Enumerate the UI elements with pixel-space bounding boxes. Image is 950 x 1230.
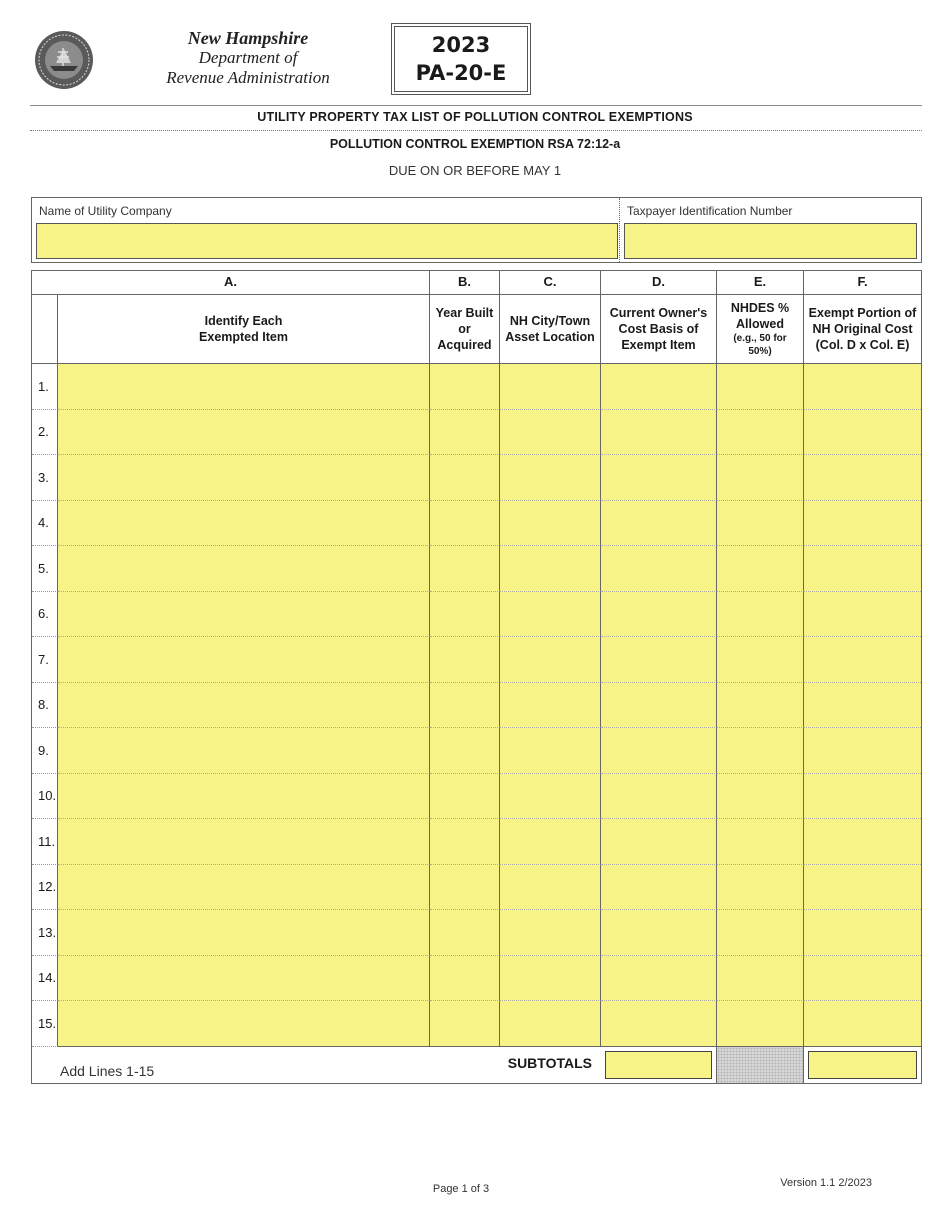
row-11-cost-basis-field[interactable] xyxy=(601,819,717,865)
row-8-cost-basis-field[interactable] xyxy=(601,683,717,729)
row-12-year-field[interactable] xyxy=(430,865,500,911)
row-7-location-field[interactable] xyxy=(500,637,601,683)
row-10-nhdes-pct-field[interactable] xyxy=(717,774,804,820)
col-header-a-line2: Exempted Item xyxy=(199,330,288,344)
row-6-nhdes-pct-field[interactable] xyxy=(717,592,804,638)
row-8-exempt-portion-field[interactable] xyxy=(804,683,921,729)
subtotal-col-d-cell xyxy=(601,1047,717,1083)
row-1-cost-basis-field[interactable] xyxy=(601,364,717,410)
row-5-item-field[interactable] xyxy=(58,546,430,592)
row-11-exempt-portion-field[interactable] xyxy=(804,819,921,865)
row-13-exempt-portion-field[interactable] xyxy=(804,910,921,956)
row-number: 7. xyxy=(32,637,58,683)
row-number: 4. xyxy=(32,501,58,547)
row-2-nhdes-pct-field[interactable] xyxy=(717,410,804,456)
row-15-year-field[interactable] xyxy=(430,1001,500,1047)
agency-line-division: Revenue Administration xyxy=(166,68,330,87)
row-1-exempt-portion-field[interactable] xyxy=(804,364,921,410)
row-15-item-field[interactable] xyxy=(58,1001,430,1047)
row-number: 2. xyxy=(32,410,58,456)
col-header-a-line1: Identify Each xyxy=(204,314,283,328)
row-5-exempt-portion-field[interactable] xyxy=(804,546,921,592)
row-3-exempt-portion-field[interactable] xyxy=(804,455,921,501)
row-8-nhdes-pct-field[interactable] xyxy=(717,683,804,729)
row-number: 15. xyxy=(32,1001,58,1047)
company-info-box xyxy=(31,197,922,263)
due-date-text: DUE ON OR BEFORE MAY 1 xyxy=(388,163,562,178)
col-header-f-line1: Exempt Portion of xyxy=(808,306,917,320)
form-number: PA-20-E xyxy=(415,61,507,85)
row-9-location-field[interactable] xyxy=(500,728,601,774)
col-letter-a: A. xyxy=(32,271,430,295)
row-14-cost-basis-field[interactable] xyxy=(601,956,717,1002)
row-13-item-field[interactable] xyxy=(58,910,430,956)
row-number: 14. xyxy=(32,956,58,1002)
row-number: 11. xyxy=(32,819,58,865)
row-5-year-field[interactable] xyxy=(430,546,500,592)
tin-field[interactable] xyxy=(624,223,917,259)
row-7-cost-basis-field[interactable] xyxy=(601,637,717,683)
row-11-year-field[interactable] xyxy=(430,819,500,865)
row-6-item-field[interactable] xyxy=(58,592,430,638)
row-9-item-field[interactable] xyxy=(58,728,430,774)
col-header-b-line2: or xyxy=(458,322,471,336)
row-11-nhdes-pct-field[interactable] xyxy=(717,819,804,865)
subtotal-row-label-area xyxy=(32,1047,600,1083)
row-4-nhdes-pct-field[interactable] xyxy=(717,501,804,547)
row-13-year-field[interactable] xyxy=(430,910,500,956)
row-12-nhdes-pct-field[interactable] xyxy=(717,865,804,911)
row-7-item-field[interactable] xyxy=(58,637,430,683)
row-3-year-field[interactable] xyxy=(430,455,500,501)
subtotal-col-f-cell xyxy=(804,1047,921,1083)
col-header-b-line3: Acquired xyxy=(437,338,492,352)
row-8-location-field[interactable] xyxy=(500,683,601,729)
row-3-item-field[interactable] xyxy=(58,455,430,501)
row-11-item-field[interactable] xyxy=(58,819,430,865)
subtotal-col-d-field[interactable] xyxy=(605,1051,712,1079)
row-10-cost-basis-field[interactable] xyxy=(601,774,717,820)
row-1-location-field[interactable] xyxy=(500,364,601,410)
row-4-item-field[interactable] xyxy=(58,501,430,547)
row-4-location-field[interactable] xyxy=(500,501,601,547)
row-10-exempt-portion-field[interactable] xyxy=(804,774,921,820)
subtotal-col-f-field[interactable] xyxy=(808,1051,917,1079)
exemptions-table xyxy=(31,270,922,1084)
row-9-nhdes-pct-field[interactable] xyxy=(717,728,804,774)
row-15-location-field[interactable] xyxy=(500,1001,601,1047)
row-7-exempt-portion-field[interactable] xyxy=(804,637,921,683)
row-12-item-field[interactable] xyxy=(58,865,430,911)
col-header-d xyxy=(601,295,717,364)
col-header-c-line1: NH City/Town xyxy=(509,314,591,328)
col-letter-d: D. xyxy=(601,271,717,295)
row-10-year-field[interactable] xyxy=(430,774,500,820)
col-header-e xyxy=(717,295,804,364)
row-number: 3. xyxy=(32,455,58,501)
row-number-header xyxy=(32,295,58,364)
col-header-d-line3: Exempt Item xyxy=(621,338,696,352)
title-divider xyxy=(30,130,922,131)
row-1-nhdes-pct-field[interactable] xyxy=(717,364,804,410)
col-header-e-line2: Allowed xyxy=(736,317,784,331)
row-6-exempt-portion-field[interactable] xyxy=(804,592,921,638)
row-12-location-field[interactable] xyxy=(500,865,601,911)
col-header-c xyxy=(500,295,601,364)
company-box-divider xyxy=(619,198,621,262)
row-6-location-field[interactable] xyxy=(500,592,601,638)
row-15-exempt-portion-field[interactable] xyxy=(804,1001,921,1047)
col-header-a xyxy=(58,295,430,364)
tin-label: Taxpayer Identification Number xyxy=(627,204,793,218)
row-number: 13. xyxy=(32,910,58,956)
col-header-f-line3: (Col. D x Col. E) xyxy=(815,338,910,352)
row-15-cost-basis-field[interactable] xyxy=(601,1001,717,1047)
form-id-box xyxy=(394,26,528,92)
col-header-b-line1: Year Built xyxy=(435,306,494,320)
form-title: UTILITY PROPERTY TAX LIST OF POLLUTION CONTROL EXEMPTIONS xyxy=(257,110,693,124)
col-header-f-line2: NH Original Cost xyxy=(812,322,913,336)
add-lines-label: Add Lines 1-15 xyxy=(60,1063,155,1079)
row-4-exempt-portion-field[interactable] xyxy=(804,501,921,547)
row-number: 6. xyxy=(32,592,58,638)
row-1-year-field[interactable] xyxy=(430,364,500,410)
header-divider xyxy=(30,105,922,106)
col-header-e-note-line1: (e.g., 50 for xyxy=(733,333,787,344)
row-8-year-field[interactable] xyxy=(430,683,500,729)
row-10-location-field[interactable] xyxy=(500,774,601,820)
row-5-cost-basis-field[interactable] xyxy=(601,546,717,592)
col-letter-b: B. xyxy=(430,271,500,295)
col-header-b xyxy=(430,295,500,364)
row-2-location-field[interactable] xyxy=(500,410,601,456)
row-6-year-field[interactable] xyxy=(430,592,500,638)
row-3-nhdes-pct-field[interactable] xyxy=(717,455,804,501)
col-letter-c: C. xyxy=(500,271,601,295)
row-9-cost-basis-field[interactable] xyxy=(601,728,717,774)
row-number: 12. xyxy=(32,865,58,911)
col-letter-e: E. xyxy=(717,271,804,295)
row-12-exempt-portion-field[interactable] xyxy=(804,865,921,911)
row-14-location-field[interactable] xyxy=(500,956,601,1002)
row-14-item-field[interactable] xyxy=(58,956,430,1002)
row-9-exempt-portion-field[interactable] xyxy=(804,728,921,774)
col-header-d-line1: Current Owner's xyxy=(609,306,708,320)
row-number: 1. xyxy=(32,364,58,410)
row-7-nhdes-pct-field[interactable] xyxy=(717,637,804,683)
agency-line-department: Department of xyxy=(198,48,298,67)
row-5-location-field[interactable] xyxy=(500,546,601,592)
state-seal-icon xyxy=(34,30,94,90)
row-3-cost-basis-field[interactable] xyxy=(601,455,717,501)
row-9-year-field[interactable] xyxy=(430,728,500,774)
row-2-year-field[interactable] xyxy=(430,410,500,456)
form-subtitle: POLLUTION CONTROL EXEMPTION RSA 72:12-a xyxy=(329,137,621,151)
row-12-cost-basis-field[interactable] xyxy=(601,865,717,911)
row-14-year-field[interactable] xyxy=(430,956,500,1002)
row-13-cost-basis-field[interactable] xyxy=(601,910,717,956)
row-11-location-field[interactable] xyxy=(500,819,601,865)
col-header-e-line1: NHDES % xyxy=(730,301,790,315)
subtotals-label: SUBTOTALS xyxy=(507,1055,592,1071)
row-8-item-field[interactable] xyxy=(58,683,430,729)
row-14-nhdes-pct-field[interactable] xyxy=(717,956,804,1002)
row-number: 9. xyxy=(32,728,58,774)
row-5-nhdes-pct-field[interactable] xyxy=(717,546,804,592)
row-15-nhdes-pct-field[interactable] xyxy=(717,1001,804,1047)
company-name-field[interactable] xyxy=(36,223,618,259)
row-4-cost-basis-field[interactable] xyxy=(601,501,717,547)
agency-line-state: New Hampshire xyxy=(187,28,309,48)
row-4-year-field[interactable] xyxy=(430,501,500,547)
row-2-cost-basis-field[interactable] xyxy=(601,410,717,456)
row-number: 10. xyxy=(32,774,58,820)
row-14-exempt-portion-field[interactable] xyxy=(804,956,921,1002)
page-number: Page 1 of 3 xyxy=(432,1183,490,1195)
row-number: 5. xyxy=(32,546,58,592)
row-13-location-field[interactable] xyxy=(500,910,601,956)
company-name-label: Name of Utility Company xyxy=(39,204,172,218)
row-1-item-field[interactable] xyxy=(58,364,430,410)
col-header-e-note-line2: 50%) xyxy=(748,346,772,357)
row-2-exempt-portion-field[interactable] xyxy=(804,410,921,456)
col-header-c-line2: Asset Location xyxy=(505,330,595,344)
row-13-nhdes-pct-field[interactable] xyxy=(717,910,804,956)
col-header-f xyxy=(804,295,921,364)
version-text: Version 1.1 2/2023 xyxy=(780,1177,872,1189)
col-header-d-line2: Cost Basis of xyxy=(618,322,699,336)
form-year: 2023 xyxy=(431,33,491,57)
row-10-item-field[interactable] xyxy=(58,774,430,820)
agency-name xyxy=(128,28,368,88)
row-2-item-field[interactable] xyxy=(58,410,430,456)
row-6-cost-basis-field[interactable] xyxy=(601,592,717,638)
col-letter-f: F. xyxy=(804,271,921,295)
row-number: 8. xyxy=(32,683,58,729)
subtotal-col-e-shaded xyxy=(717,1047,804,1083)
row-3-location-field[interactable] xyxy=(500,455,601,501)
row-7-year-field[interactable] xyxy=(430,637,500,683)
